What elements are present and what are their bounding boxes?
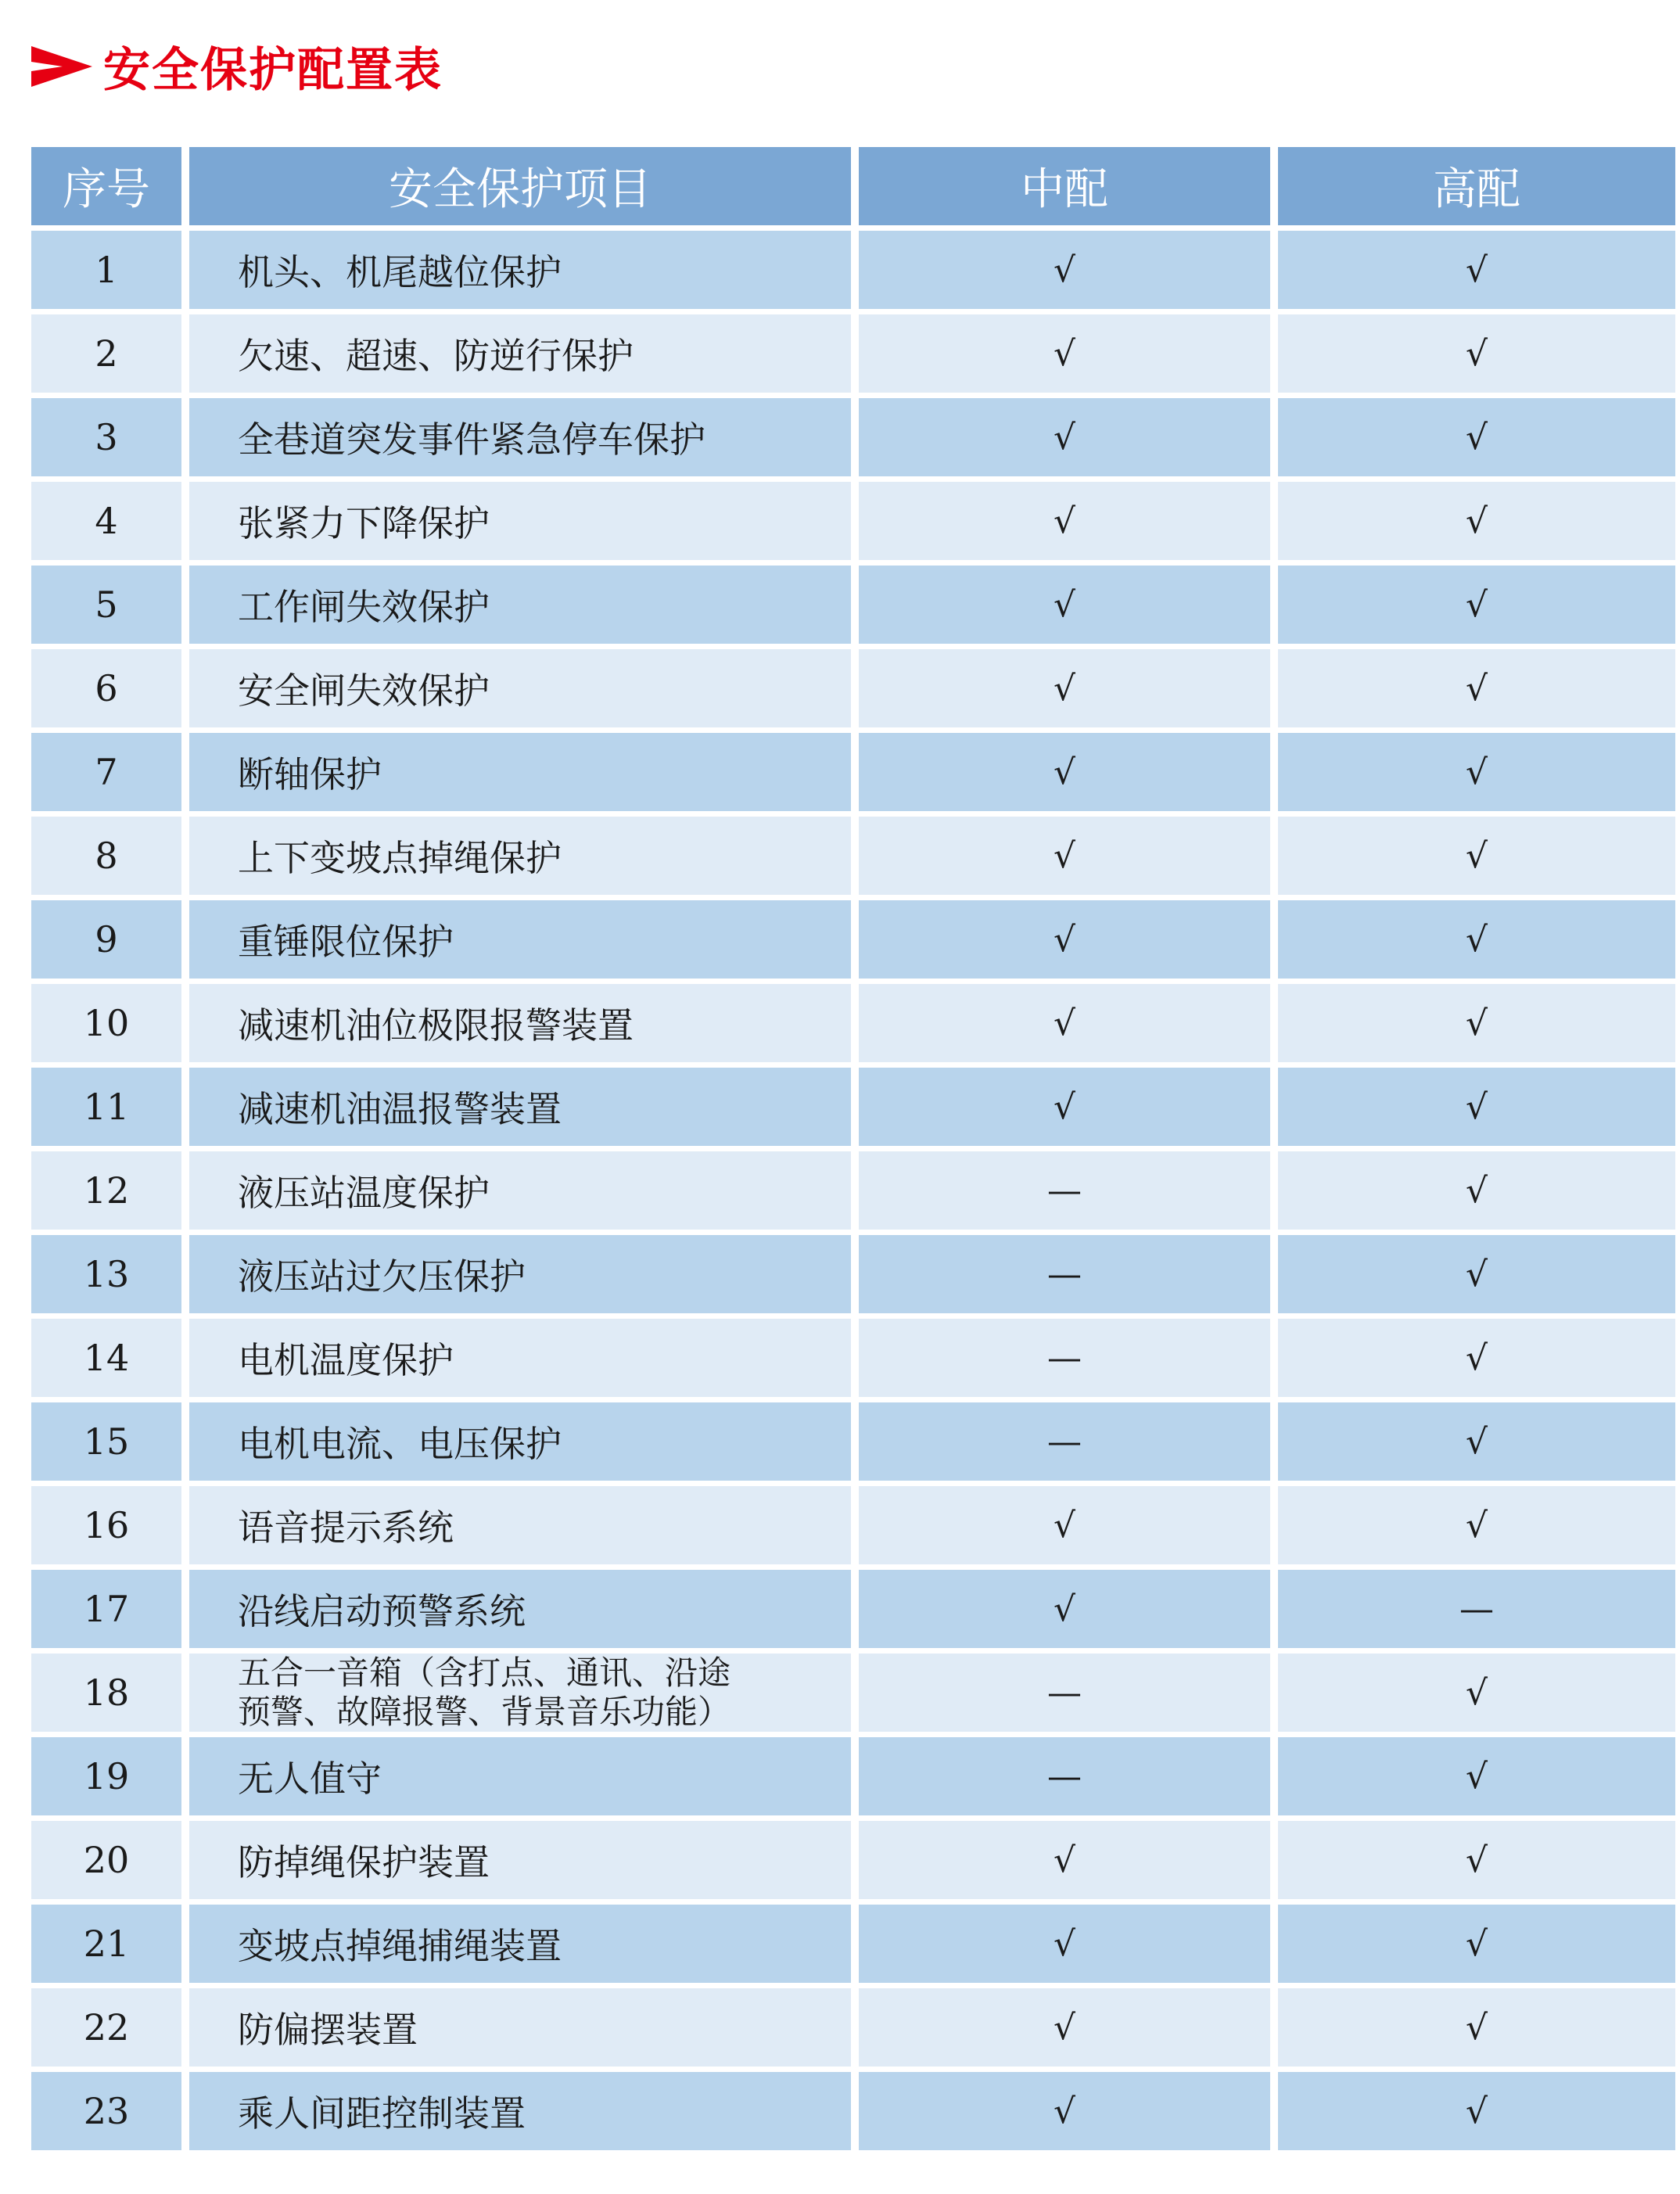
mid-config-mark: √	[859, 649, 1270, 727]
config-table	[31, 147, 1652, 2156]
row-number: 9	[31, 900, 181, 979]
row-item: 欠速、超速、防逆行保护	[189, 314, 851, 393]
row-item: 机头、机尾越位保护	[189, 231, 851, 309]
column-header-item: 安全保护项目	[189, 147, 851, 225]
row-item: 减速机油温报警装置	[189, 1068, 851, 1146]
row-item: 张紧力下降保护	[189, 482, 851, 560]
row-number: 3	[31, 398, 181, 476]
row-number: 10	[31, 984, 181, 1062]
mid-config-mark: —	[859, 1737, 1270, 1815]
row-number: 13	[31, 1235, 181, 1313]
row-item: 重锤限位保护	[189, 900, 851, 979]
row-number: 23	[31, 2072, 181, 2150]
high-config-mark: √	[1278, 984, 1675, 1062]
high-config-mark: √	[1278, 231, 1675, 309]
row-item-line: 五合一音箱（含打点、通讯、沿途	[238, 1654, 731, 1692]
row-number: 4	[31, 482, 181, 560]
mid-config-mark: —	[859, 1402, 1270, 1481]
row-item: 沿线启动预警系统	[189, 1570, 851, 1648]
row-number: 17	[31, 1570, 181, 1648]
row-item: 液压站过欠压保护	[189, 1235, 851, 1313]
high-config-mark: √	[1278, 1319, 1675, 1397]
mid-config-mark: √	[859, 231, 1270, 309]
row-number: 21	[31, 1905, 181, 1983]
high-config-mark: √	[1278, 1151, 1675, 1230]
row-item: 液压站温度保护	[189, 1151, 851, 1230]
row-number: 15	[31, 1402, 181, 1481]
high-config-mark: √	[1278, 649, 1675, 727]
row-number: 6	[31, 649, 181, 727]
mid-config-mark: √	[859, 984, 1270, 1062]
mid-config-mark: —	[859, 1151, 1270, 1230]
mid-config-mark: √	[859, 566, 1270, 644]
high-config-mark: √	[1278, 2072, 1675, 2150]
row-number: 16	[31, 1486, 181, 1564]
mid-config-mark: √	[859, 482, 1270, 560]
high-config-mark: √	[1278, 1905, 1675, 1983]
high-config-mark: √	[1278, 482, 1675, 560]
column-header-high: 高配	[1278, 147, 1675, 225]
row-item: 乘人间距控制装置	[189, 2072, 851, 2150]
row-item: 安全闸失效保护	[189, 649, 851, 727]
row-number: 11	[31, 1068, 181, 1146]
high-config-mark: √	[1278, 1737, 1675, 1815]
high-config-mark: √	[1278, 1402, 1675, 1481]
row-item: 语音提示系统	[189, 1486, 851, 1564]
row-number: 1	[31, 231, 181, 309]
mid-config-mark: √	[859, 1905, 1270, 1983]
mid-config-mark: √	[859, 1068, 1270, 1146]
high-config-mark: √	[1278, 314, 1675, 393]
mid-config-mark: √	[859, 2072, 1270, 2150]
high-config-mark: √	[1278, 1988, 1675, 2067]
row-item-line: 预警、故障报警、背景音乐功能）	[238, 1693, 731, 1731]
row-item: 上下变坡点掉绳保护	[189, 817, 851, 895]
row-item: 工作闸失效保护	[189, 566, 851, 644]
row-number: 12	[31, 1151, 181, 1230]
mid-config-mark: —	[859, 1319, 1270, 1397]
row-number: 2	[31, 314, 181, 393]
high-config-mark: √	[1278, 1486, 1675, 1564]
high-config-mark: √	[1278, 1068, 1675, 1146]
row-number: 22	[31, 1988, 181, 2067]
row-item: 全巷道突发事件紧急停车保护	[189, 398, 851, 476]
mid-config-mark: √	[859, 900, 1270, 979]
mid-config-mark: √	[859, 1988, 1270, 2067]
row-item-lines	[238, 1654, 731, 1732]
mid-config-mark: √	[859, 1821, 1270, 1899]
mid-config-mark: √	[859, 398, 1270, 476]
row-number: 19	[31, 1737, 181, 1815]
row-number: 14	[31, 1319, 181, 1397]
row-item: 电机电流、电压保护	[189, 1402, 851, 1481]
row-item	[189, 1654, 851, 1732]
high-config-mark: √	[1278, 817, 1675, 895]
row-number: 18	[31, 1654, 181, 1732]
mid-config-mark: √	[859, 817, 1270, 895]
mid-config-mark: √	[859, 733, 1270, 811]
mid-config-mark: —	[859, 1235, 1270, 1313]
table-grid	[31, 147, 1652, 2156]
high-config-mark: √	[1278, 1235, 1675, 1313]
mid-config-mark: √	[859, 1570, 1270, 1648]
high-config-mark: √	[1278, 900, 1675, 979]
high-config-mark: √	[1278, 733, 1675, 811]
column-header-mid: 中配	[859, 147, 1270, 225]
page-title: 安全保护配置表	[103, 43, 443, 98]
high-config-mark: √	[1278, 1821, 1675, 1899]
row-number: 7	[31, 733, 181, 811]
row-number: 5	[31, 566, 181, 644]
row-item: 减速机油位极限报警装置	[189, 984, 851, 1062]
column-header-number: 序号	[31, 147, 181, 225]
row-number: 8	[31, 817, 181, 895]
high-config-mark: √	[1278, 1654, 1675, 1732]
high-config-mark: —	[1278, 1570, 1675, 1648]
row-item: 电机温度保护	[189, 1319, 851, 1397]
row-item: 防偏摆装置	[189, 1988, 851, 2067]
row-item: 无人值守	[189, 1737, 851, 1815]
mid-config-mark: √	[859, 314, 1270, 393]
arrow-icon	[31, 46, 92, 87]
page-header	[31, 31, 443, 102]
row-item: 变坡点掉绳捕绳装置	[189, 1905, 851, 1983]
row-item: 防掉绳保护装置	[189, 1821, 851, 1899]
high-config-mark: √	[1278, 398, 1675, 476]
high-config-mark: √	[1278, 566, 1675, 644]
row-item: 断轴保护	[189, 733, 851, 811]
mid-config-mark: —	[859, 1654, 1270, 1732]
mid-config-mark: √	[859, 1486, 1270, 1564]
row-number: 20	[31, 1821, 181, 1899]
